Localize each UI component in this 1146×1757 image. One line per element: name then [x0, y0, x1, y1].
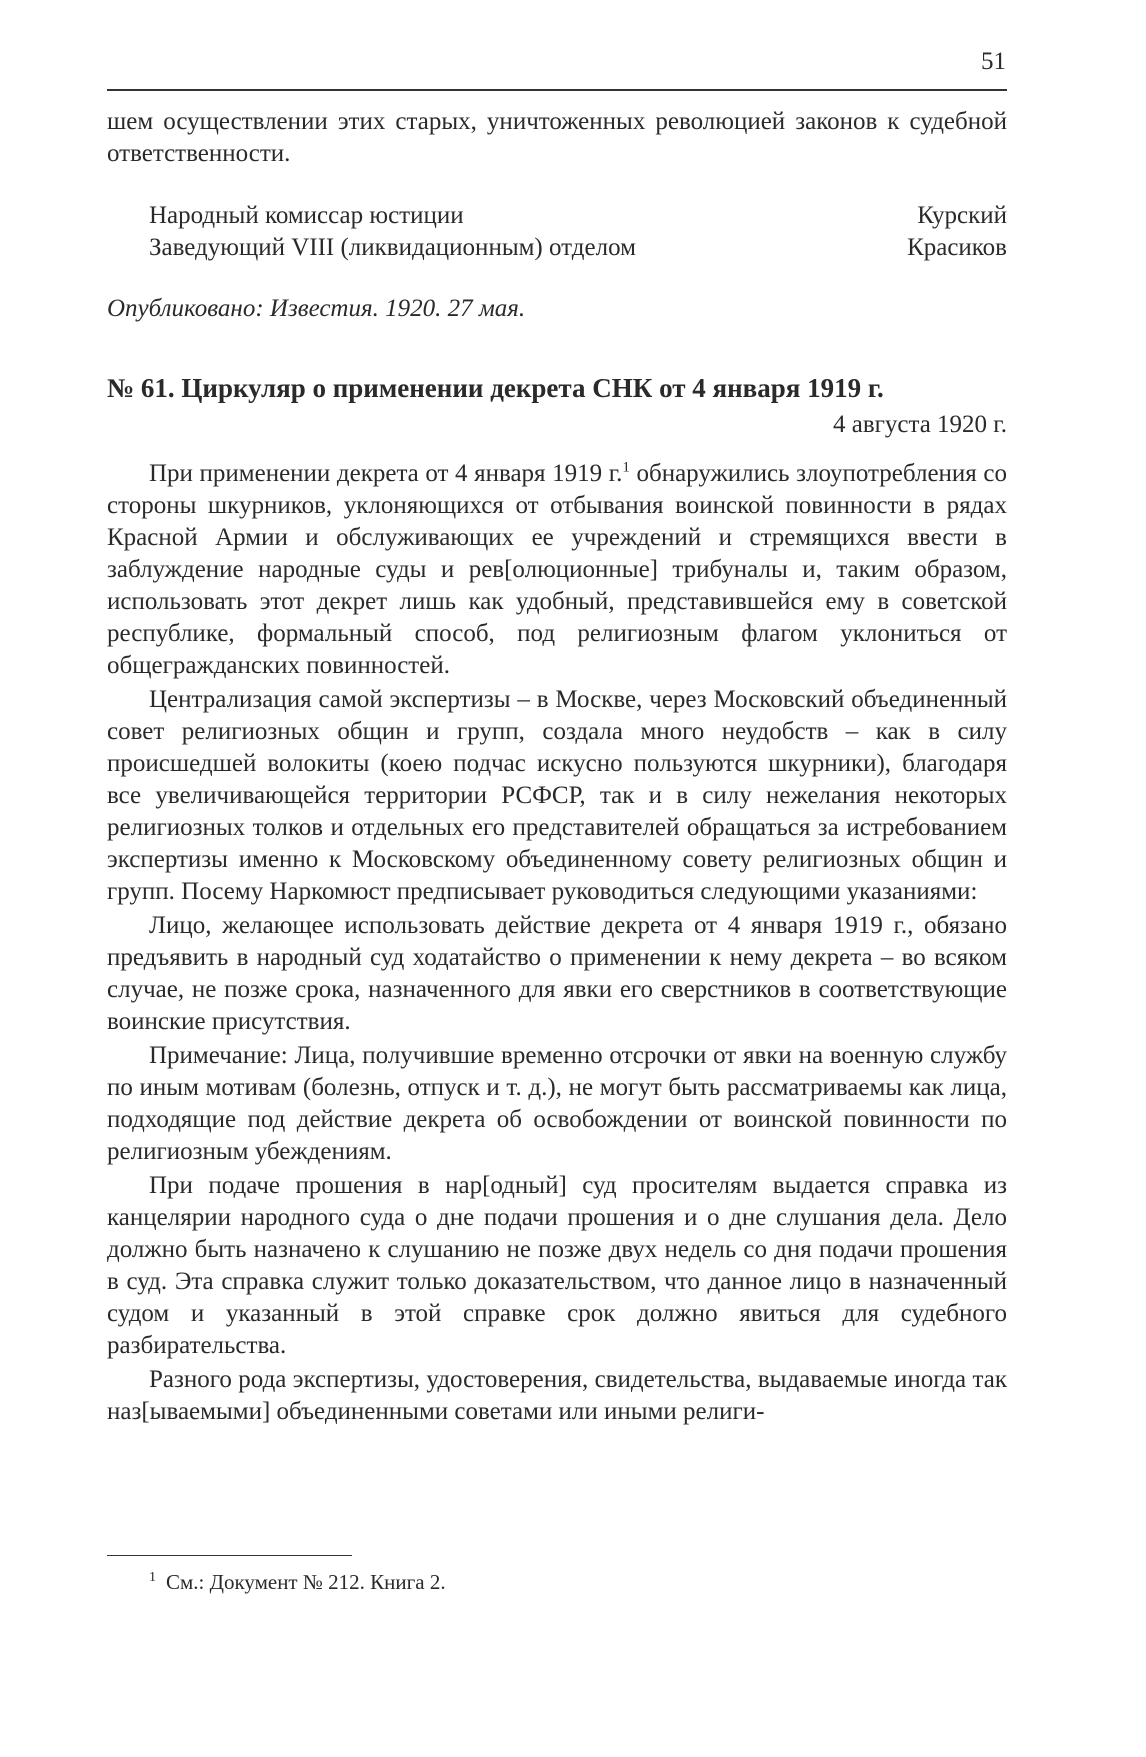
page-number: 51 [981, 48, 1006, 75]
footnote-marker: 1 [149, 1570, 156, 1585]
footnote-rule [107, 1555, 352, 1556]
opening-paragraph: шем осуществлении этих старых, уничтоженных революцией законов к судебной ответственности. [107, 108, 1007, 167]
signature-name: Курский [917, 202, 1007, 229]
paragraph-text: При применении декрета от 4 января 1919 г. [149, 460, 623, 487]
paragraph: Централизация самой экспертизы – в Москве, через Московский объединенный совет религиозных общин и групп, создала много неудобств – как в силу происшедшей волокиты (коею подчас искусно пользуются шкурники), благодаря все увеличивающейся территории РСФСР, так и в силу нежелания некоторых религиозных толков и отдельных его представителей обращаться за истребованием экспертизы именно к Московскому объединенному совету религиозных общин и групп. Посему Наркомюст предписывает руководиться следующими указаниями: [107, 686, 1007, 905]
signature-role: Заведующий VIII (ликвидационным) отделом [149, 234, 636, 261]
signature-row [149, 200, 1007, 232]
paragraph-text: обнаружились злоупотребления со стороны шкурников, уклоняющихся от отбывания воинской повинности в рядах Красной Армии и обслуживающих ее учреждений и стремящихся ввести в заблуждение народные суды и рев[олюционные] трибуналы и, таким образом, использовать этот декрет лишь как удобный, представившейся ему в советской республике, формальный способ, под религиозным флагом уклониться от общегражданских повинностей. [107, 460, 1007, 679]
signature-role: Народный комиссар юстиции [149, 202, 464, 229]
footnote-text: См.: Документ № 212. Книга 2. [166, 1570, 446, 1594]
document-date: 4 августа 1920 г. [832, 411, 1007, 438]
document-title: № 61. Циркуляр о применении декрета СНК от 4 января 1919 г. [107, 373, 884, 403]
paragraph: При подаче прошения в нар[одный] суд просителям выдается справка из канцелярии народного суда о дне подачи прошения и о дне слушания дела. Дело должно быть назначено к слушанию не позже двух недель со дня подачи прошения в суд. Эта справка служит только доказательством, что данное лицо в назначенный судом и указанный в этой справке срок должно явиться для судебного разбирательства. [107, 1172, 1007, 1359]
publication-note: Опубликовано: Известия. 1920. 27 мая. [107, 295, 526, 322]
paragraph: Примечание: Лица, получившие временно отсрочки от явки на военную службу по иным мотивам (болезнь, отпуск и т. д.), не могут быть рассматриваемы как лица, подходящие под действие декрета об освобождении от воинской повинности по религиозным убеждениям. [107, 1042, 1007, 1165]
footnote-reference: 1 [622, 459, 630, 476]
signature-row [149, 232, 1007, 264]
paragraph: Разного рода экспертизы, удостоверения, свидетельства, выдаваемые иногда так наз[ываемыми] объединенными советами или иными религи- [107, 1366, 1007, 1425]
paragraph: Лицо, желающее использовать действие декрета от 4 января 1919 г., обязано предъявить в народный суд ходатайство о применении к нему декрета – во всяком случае, не позже срока, назначенного для явки его сверстников в соответствующие воинские присутствия. [107, 912, 1007, 1035]
footnote [149, 1570, 446, 1595]
paragraph [107, 458, 1007, 682]
signature-name: Красиков [907, 234, 1007, 261]
page-content [107, 106, 1007, 1428]
signatures-block [107, 200, 1007, 264]
header-rule [107, 89, 1007, 91]
